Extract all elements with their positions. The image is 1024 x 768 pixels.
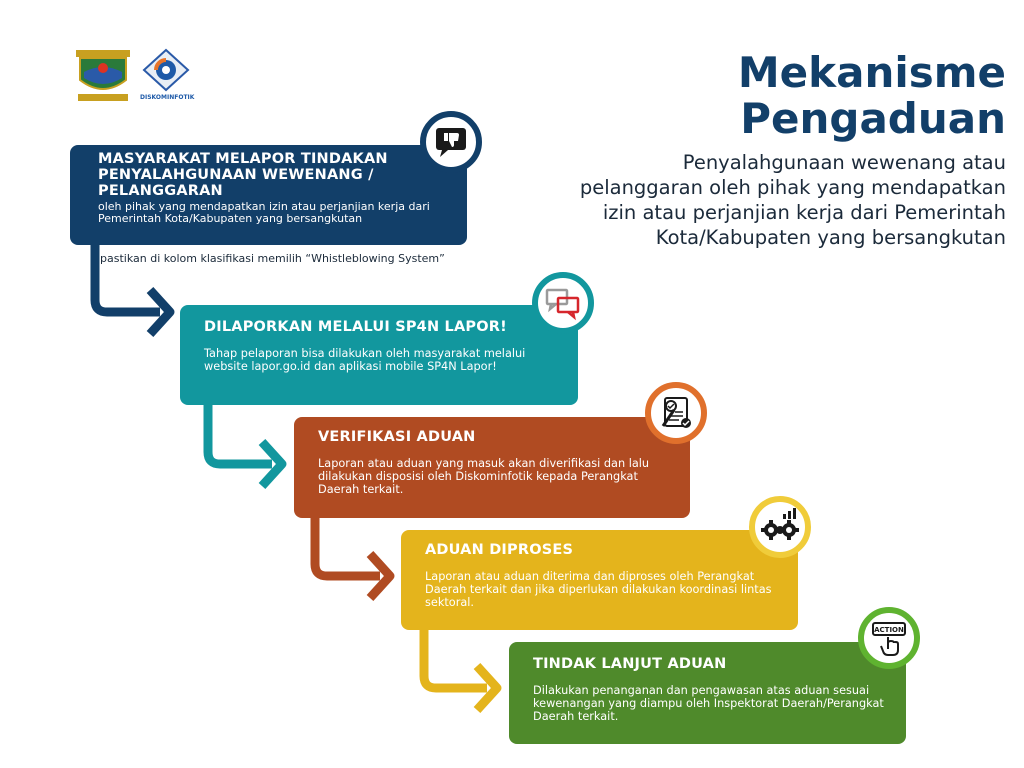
step-3-box [294,417,690,518]
step-5-title: TINDAK LANJUT ADUAN [533,656,727,672]
connector-arrow-4 [424,630,487,688]
step-1-box [70,145,467,245]
step-1-desc: oleh pihak yang mendapatkan izin atau perjanjian kerja dari Pemerintah Kota/Kabupaten yang bersangkutan [98,200,430,225]
subtitle-line-4: Kota/Kabupaten yang bersangkutan [655,226,1006,249]
step-4-desc: Laporan atau aduan diterima dan diproses oleh Perangkat Daerah terkait dan jika diperlukan dilakukan koordinasi lintas sektoral. [425,570,772,609]
subtitle-line-2: pelanggaran oleh pihak yang mendapatkan [579,176,1006,199]
step-3-desc: Laporan atau aduan yang masuk akan diverifikasi dan lalu dilakukan disposisi oleh Diskominfotik kepada Perangkat Daerah terkait. [318,457,650,496]
document-check-icon [645,382,707,444]
step-2-title: DILAPORKAN MELALUI SP4N LAPOR! [204,319,507,335]
step-4-box [401,530,798,630]
title-line-1: Mekanisme [737,48,1006,97]
subtitle-line-1: Penyalahgunaan wewenang atau [682,151,1006,174]
step-3-title: VERIFIKASI ADUAN [318,429,476,445]
action-click-icon [858,607,920,669]
step-2-box [180,305,578,405]
connector-arrow-2 [208,405,272,464]
step-4-title: ADUAN DIPROSES [425,542,574,558]
connector-arrow-3 [315,518,380,576]
diskominfotik-logo-text: DISKOMINFOTIK [140,94,195,101]
classification-note: pastikan di kolom klasifikasi memilih “Whistleblowing System” [100,252,445,265]
subtitle-line-3: izin atau perjanjian kerja dari Pemerintah [602,201,1006,224]
step-5-desc: Dilakukan penanganan dan pengawasan atas aduan sesuai kewenangan yang diampu oleh Inspektorat Daerah/Perangkat Daerah terkait. [533,684,884,723]
step-1-title: MASYARAKAT MELAPOR TINDAKAN PENYALAHGUNAAN WEWENANG / PELANGGARAN [98,151,388,199]
step-2-desc: Tahap pelaporan bisa dilakukan oleh masyarakat melalui website lapor.go.id dan aplikasi mobile SP4N Lapor! [204,347,526,373]
step-5-box [509,642,906,744]
thumbs-down-chat-icon [420,111,482,173]
action-icon-label: ACTION [874,626,904,634]
chat-bubbles-icon [532,272,594,334]
gears-icon [749,496,811,558]
title-line-2: Pengaduan [740,94,1006,143]
